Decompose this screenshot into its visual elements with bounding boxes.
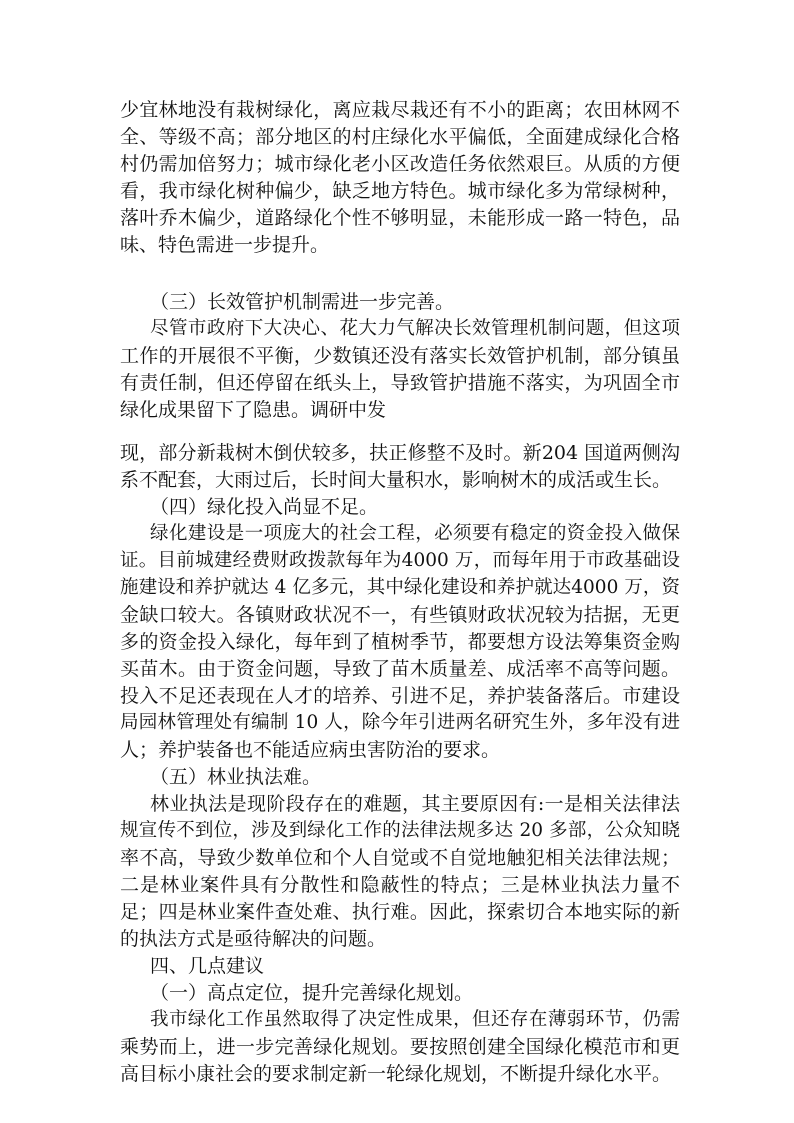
paragraph-line: 少宜林地没有栽树绿化，离应栽尽栽还有不小的距离；农田林网不 xyxy=(120,99,680,121)
paragraph-line: 看，我市绿化树种偏少，缺乏地方特色。城市绿化多为常绿树种， xyxy=(120,180,680,202)
paragraph-line: 二是林业案件具有分散性和隐蔽性的特点；三是林业执法力量不 xyxy=(120,874,680,896)
paragraph-line: 高目标小康社会的要求制定新一轮绿化规划，不断提升绿化水平。 xyxy=(120,1063,672,1085)
paragraph-line: 投入不足还表现在人才的培养、引进不足，养护装备落后。市建设 xyxy=(120,685,680,707)
section-heading: （三）长效管护机制需进一步完善。 xyxy=(150,291,455,313)
section-heading: （四）绿化投入尚显不足。 xyxy=(150,496,379,518)
paragraph-line: 率不高，导致少数单位和个人自觉或不自觉地触犯相关法律法规； xyxy=(120,847,680,869)
paragraph-line: 绿化成果留下了隐患。调研中发 xyxy=(120,399,387,421)
paragraph-line: 全、等级不高；部分地区的村庄绿化水平偏低，全面建成绿化合格 xyxy=(120,126,680,148)
paragraph-line: 的执法方式是亟待解决的问题。 xyxy=(120,928,387,950)
paragraph-line: 多的资金投入绿化，每年到了植树季节，都要想方设法筹集资金购 xyxy=(120,631,680,653)
paragraph-line: 证。目前城建经费财政拨款每年为4000 万，而每年用于市政基础设 xyxy=(120,550,680,571)
paragraph-line: 足；四是林业案件查处难、执行难。因此，探索切合本地实际的新 xyxy=(120,901,680,923)
paragraph-line: 规宣传不到位，涉及到绿化工作的法律法规多达 20 多部，公众知晓 xyxy=(120,820,680,841)
paragraph-line: 尽管市政府下大决心、花大力气解决长效管理机制问题，但这项 xyxy=(150,318,680,339)
paragraph-line: 乘势而上，进一步完善绿化规划。要按照创建全国绿化模范市和更 xyxy=(120,1036,680,1058)
paragraph-line: 现，部分新栽树木倒伏较多，扶正修整不及时。新204 国道两侧沟 xyxy=(120,442,680,464)
section-heading: （一）高点定位，提升完善绿化规划。 xyxy=(150,982,474,1004)
paragraph-line: 味、特色需进一步提升。 xyxy=(120,234,330,256)
paragraph-line: 我市绿化工作虽然取得了决定性成果，但还存在薄弱环节，仍需 xyxy=(150,1009,680,1030)
paragraph-line: 人；养护装备也不能适应病虫害防治的要求。 xyxy=(120,739,501,761)
part-heading: 四、几点建议 xyxy=(150,955,265,977)
paragraph-line: 金缺口较大。各镇财政状况不一，有些镇财政状况较为拮据，无更 xyxy=(120,604,680,626)
paragraph-line: 林业执法是现阶段存在的难题，其主要原因有:一是相关法律法 xyxy=(150,793,680,815)
paragraph-line: 买苗木。由于资金问题，导致了苗木质量差、成活率不高等问题。 xyxy=(120,658,680,680)
paragraph-line: 系不配套，大雨过后，长时间大量积水，影响树木的成活或生长。 xyxy=(120,469,672,491)
paragraph-line: 落叶乔木偏少，道路绿化个性不够明显，未能形成一路一特色，品 xyxy=(120,207,680,229)
paragraph-line: 工作的开展很不平衡，少数镇还没有落实长效管护机制，部分镇虽 xyxy=(120,345,680,367)
paragraph-line: 有责任制，但还停留在纸头上，导致管护措施不落实，为巩固全市 xyxy=(120,372,680,394)
paragraph-line: 绿化建设是一项庞大的社会工程，必须要有稳定的资金投入做保 xyxy=(150,523,680,544)
paragraph-line: 施建设和养护就达 4 亿多元，其中绿化建设和养护就达4000 万，资 xyxy=(120,577,680,598)
section-heading: （五）林业执法难。 xyxy=(150,766,322,788)
paragraph-line: 局园林管理处有编制 10 人，除今年引进两名研究生外，多年没有进 xyxy=(120,712,680,733)
paragraph-line: 村仍需加倍努力；城市绿化老小区改造任务依然艰巨。从质的方便 xyxy=(120,153,680,175)
